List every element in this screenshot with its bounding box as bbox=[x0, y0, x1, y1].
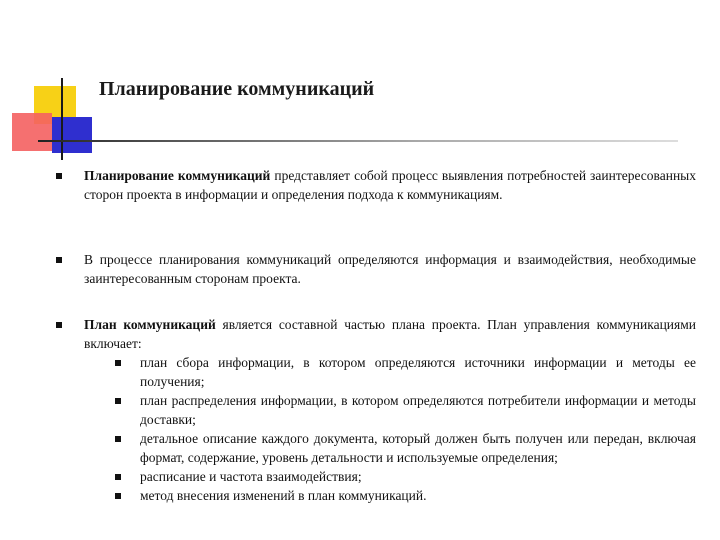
slide-title: Планирование коммуникаций bbox=[99, 78, 375, 100]
bullet-square-icon bbox=[115, 360, 121, 366]
list-item bbox=[56, 166, 696, 204]
sub-list-item bbox=[140, 353, 696, 391]
bullet-square-icon bbox=[115, 436, 121, 442]
decor-vertical-line bbox=[61, 78, 63, 160]
decor-blue-square bbox=[52, 117, 92, 153]
item-term: Планирование коммуникаций bbox=[84, 168, 271, 183]
sub-list-item bbox=[140, 391, 696, 429]
item-text bbox=[84, 166, 696, 204]
item-text bbox=[84, 315, 696, 505]
sub-item-text: расписание и частота взаимодействия; bbox=[140, 469, 362, 484]
decor-red-square bbox=[12, 113, 52, 151]
item-description: является составной частью плана проекта. План управления коммуникациями включает: bbox=[84, 317, 697, 351]
sub-list-item bbox=[140, 429, 696, 467]
sub-item-text: план сбора информации, в котором определяются источники информации и методы ее получения; bbox=[140, 355, 696, 389]
list-item bbox=[56, 315, 696, 505]
bullet-square-icon bbox=[115, 493, 121, 499]
item-description: представляет собой процесс выявления потребностей заинтересованных сторон проекта в информации и определения подхода к коммуникациям. bbox=[84, 168, 696, 202]
bullet-square-icon bbox=[115, 398, 121, 404]
bullet-square-icon bbox=[56, 322, 62, 328]
bullet-square-icon bbox=[56, 173, 62, 179]
sub-list-item bbox=[140, 467, 696, 486]
title-underline bbox=[38, 140, 678, 142]
item-description: В процессе планирования коммуникаций определяются информация и взаимодействия, необходимые заинтересованным сторонам проекта. bbox=[84, 252, 696, 286]
bullet-square-icon bbox=[115, 474, 121, 480]
sub-item-text: метод внесения изменений в план коммуникаций. bbox=[140, 488, 427, 503]
sub-item-text: детальное описание каждого документа, который должен быть получен или передан, включая формат, содержание, уровень детальности и используемые определения; bbox=[140, 431, 696, 465]
bullet-square-icon bbox=[56, 257, 62, 263]
sub-item-text: план распределения информации, в котором определяются потребители информации и методы доставки; bbox=[140, 393, 696, 427]
item-text bbox=[84, 250, 696, 288]
list-item bbox=[56, 250, 696, 288]
sub-list-item bbox=[140, 486, 696, 505]
item-term: План коммуникаций bbox=[84, 317, 216, 332]
